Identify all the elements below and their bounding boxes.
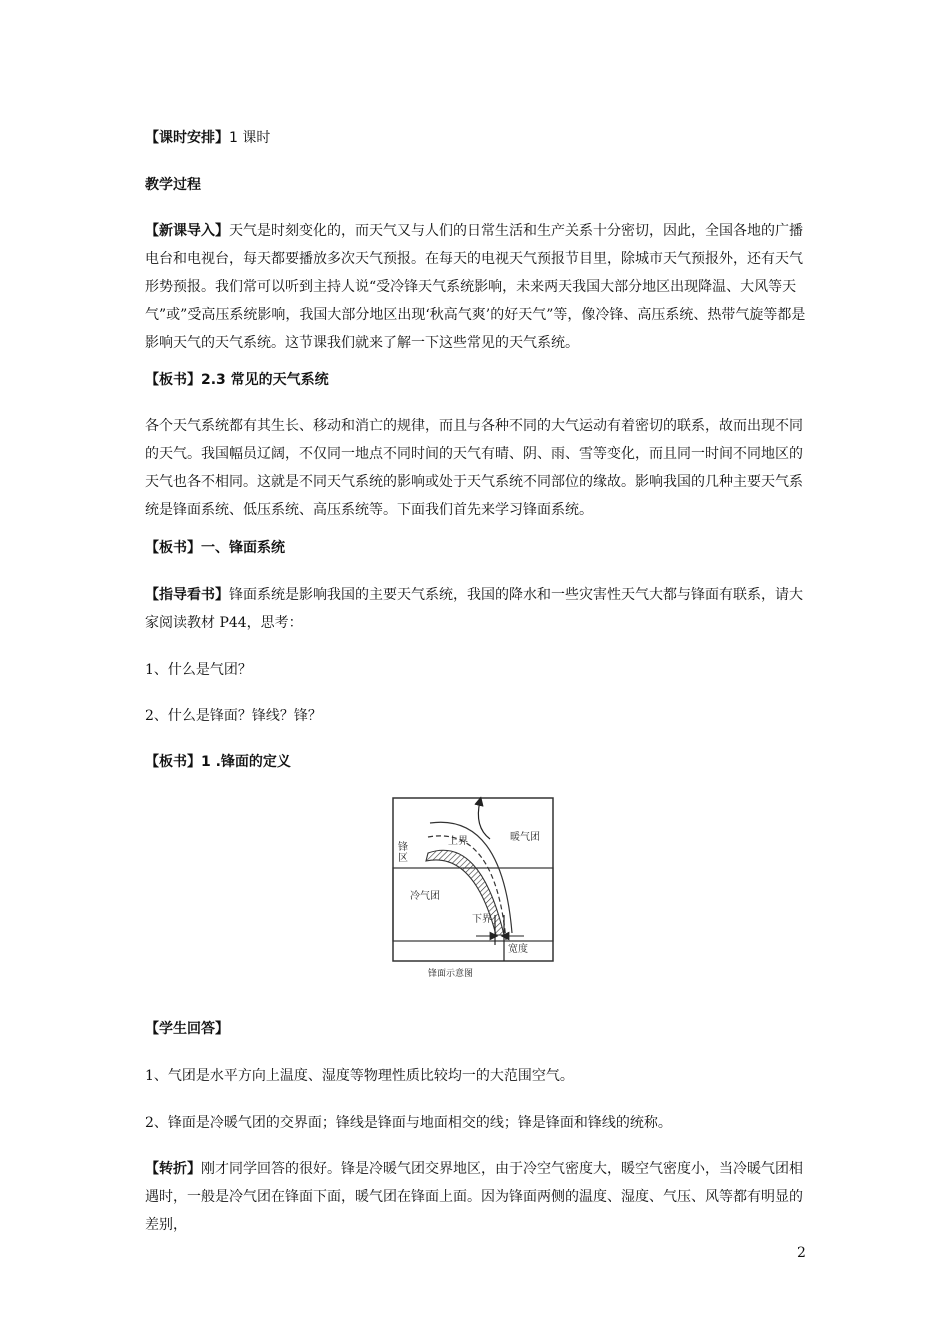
answer-1: 1、气团是水平方向上温度、湿度等物理性质比较均一的大范围空气。	[145, 1068, 574, 1084]
intro-label: 【新课导入】	[145, 223, 229, 239]
schedule-line	[145, 124, 810, 152]
guide-text: 锋面系统是影响我国的主要天气系统，我国的降水和一些灾害性天气大都与锋面有联系，请大家阅读教材 P44，思考：	[145, 587, 803, 631]
turn-label: 【转折】	[145, 1161, 201, 1177]
board2-heading	[145, 534, 810, 562]
cold-mass-label: 冷气团	[410, 891, 440, 902]
lower-bound-label: 下界	[472, 914, 492, 925]
systems-paragraph: 各个天气系统都有其生长、移动和消亡的规律，而且与各种不同的大气运动有着密切的联系，故而出现不同的天气。我国幅员辽阔，不仅同一地点不同时间的天气有晴、阴、雨、雪等变化，而且同一时间不同地区的天气也各不相同。这就是不同天气系统的影响或处于天气系统不同部位的缘故。影响我国的几种主要天气系统是锋面系统、低压系统、高压系统等。下面我们首先来学习锋面系统。	[145, 418, 803, 518]
schedule-value: 1 课时	[229, 130, 271, 146]
answer-label: 【学生回答】	[145, 1021, 229, 1037]
intro-paragraph	[145, 217, 810, 357]
page-number: 2	[797, 1245, 806, 1261]
front-zone-label-2: 区	[398, 853, 408, 864]
board1-text: 2.3 常见的天气系统	[201, 372, 329, 388]
answer-2: 2、锋面是冷暖气团的交界面；锋线是锋面与地面相交的线；锋是锋面和锋线的统称。	[145, 1115, 672, 1131]
guide-paragraph	[145, 581, 810, 637]
board1-heading	[145, 366, 810, 394]
guide-label: 【指导看书】	[145, 587, 229, 603]
front-diagram	[390, 795, 556, 981]
upper-bound-label: 上界	[448, 836, 468, 847]
board2-label: 【板书】	[145, 540, 201, 556]
width-label: 宽度	[508, 944, 528, 955]
board3-text: 1 .锋面的定义	[201, 754, 291, 770]
board1-label: 【板书】	[145, 372, 201, 388]
board2-text: 一、锋面系统	[201, 540, 285, 556]
front-zone-label-1: 锋	[398, 842, 408, 853]
question-2: 2、什么是锋面？锋线？锋？	[145, 708, 322, 724]
schedule-label: 【课时安排】	[145, 130, 229, 146]
warm-mass-label: 暖气团	[510, 832, 540, 843]
intro-text: 天气是时刻变化的，而天气又与人们的日常生活和生产关系十分密切，因此，全国各地的广播电台和电视台，每天都要播放多次天气预报。在每天的电视天气预报节目里，除城市天气预报外，还有天气形势预报。我们常可以听到主持人说“受冷锋天气系统影响，未来两天我国大部分地区出现降温、大风等天气”或”受高压系统影响，我国大部分地区出现‘秋高气爽’的好天气”等，像冷锋、高压系统、热带气旋等都是影响天气的天气系统。这节课我们就来了解一下这些常见的天气系统。	[145, 223, 806, 351]
turn-paragraph	[145, 1155, 810, 1239]
process-title: 教学过程	[145, 177, 201, 193]
figure-caption: 锋面示意图	[428, 969, 474, 979]
turn-text: 刚才同学回答的很好。锋是冷暖气团交界地区，由于冷空气密度大，暖空气密度小，当冷暖气团相遇时，一般是冷气团在锋面下面，暖气团在锋面上面。因为锋面两侧的温度、湿度、气压、风等都有明显的差别，	[145, 1161, 803, 1233]
board3-label: 【板书】	[145, 754, 201, 770]
question-1: 1、什么是气团？	[145, 662, 252, 678]
board3-heading	[145, 748, 810, 776]
